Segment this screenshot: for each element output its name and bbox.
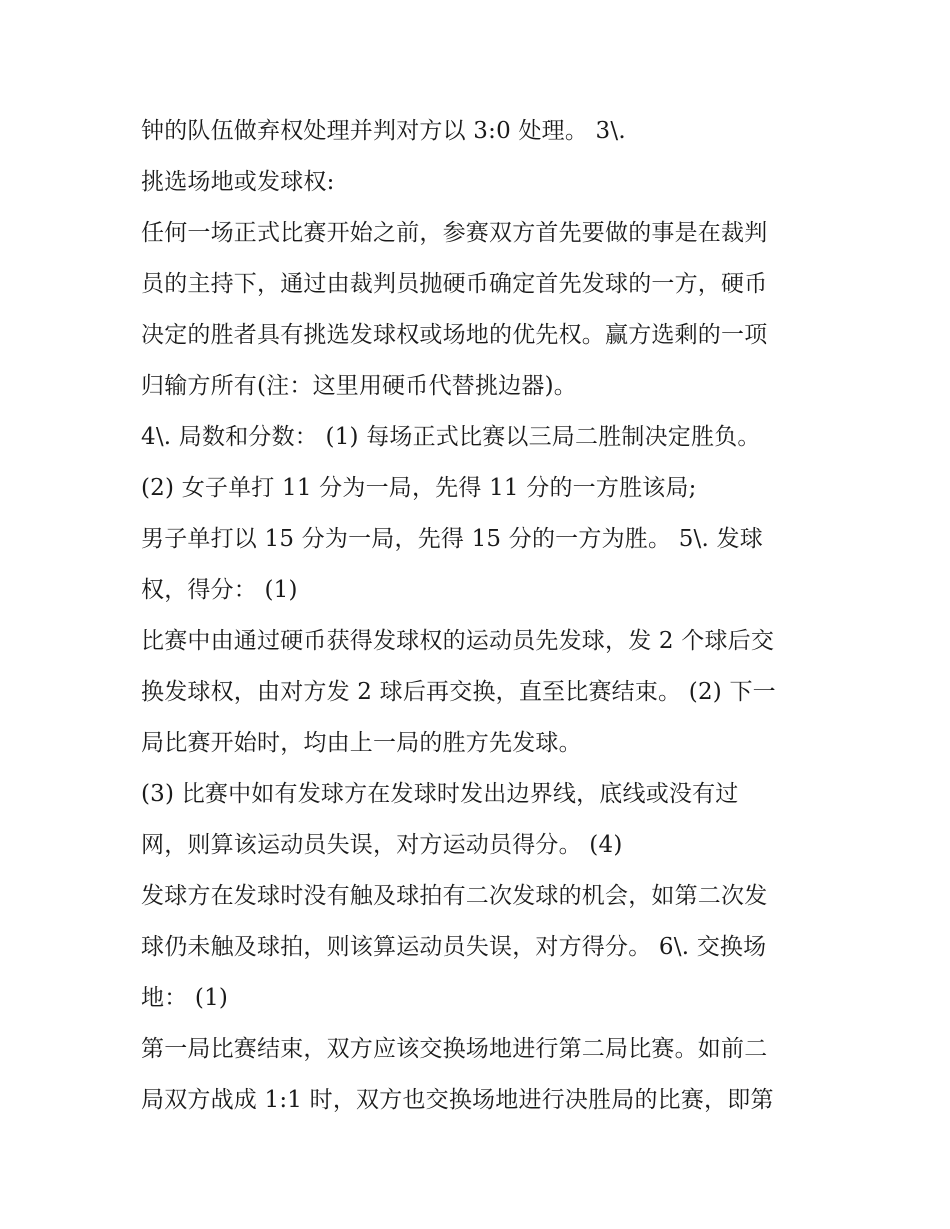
text-line: 发球方在发球时没有触及球拍有二次发球的机会，如第二次发 bbox=[141, 883, 768, 909]
text-line: 钟的队伍做弃权处理并判对方以 3:0 处理。 3\. bbox=[141, 118, 626, 144]
text-line: 换发球权，由对方发 2 球后再交换，直至比赛结束。 (2) 下一 bbox=[141, 679, 776, 705]
text-line: 第一局比赛结束，双方应该交换场地进行第二局比赛。如前二 bbox=[141, 1036, 768, 1062]
text-line: 4\. 局数和分数： (1) 每场正式比赛以三局二胜制决定胜负。 bbox=[141, 424, 761, 450]
text-line: 归输方所有(注：这里用硬币代替挑边器)。 bbox=[141, 373, 577, 399]
text-line: 任何一场正式比赛开始之前，参赛双方首先要做的事是在裁判 bbox=[141, 220, 768, 246]
text-line: 男子单打以 15 分为一局，先得 15 分的一方为胜。 5\. 发球 bbox=[141, 526, 763, 552]
text-line: 球仍未触及球拍，则该算运动员失误，对方得分。 6\. 交换场 bbox=[141, 934, 767, 960]
text-line: 网，则算该运动员失误，对方运动员得分。 (4) bbox=[141, 832, 623, 858]
text-line: 决定的胜者具有挑选发球权或场地的优先权。赢方选剩的一项 bbox=[141, 322, 768, 348]
text-line: (2) 女子单打 11 分为一局，先得 11 分的一方胜该局; bbox=[141, 475, 697, 501]
text-line: 员的主持下，通过由裁判员抛硬币确定首先发球的一方，硬币 bbox=[141, 271, 768, 297]
text-line: 权，得分： (1) bbox=[141, 577, 298, 603]
text-line: 挑选场地或发球权: bbox=[141, 169, 335, 195]
text-line: 地： (1) bbox=[141, 985, 229, 1011]
body-text bbox=[141, 106, 821, 1126]
text-line: 局比赛开始时，均由上一局的胜方先发球。 bbox=[141, 730, 582, 756]
text-line: 比赛中由通过硬币获得发球权的运动员先发球，发 2 个球后交 bbox=[141, 628, 775, 654]
text-line: (3) 比赛中如有发球方在发球时发出边界线，底线或没有过 bbox=[141, 781, 739, 807]
text-line: 局双方战成 1:1 时，双方也交换场地进行决胜局的比赛，即第 bbox=[141, 1087, 774, 1113]
